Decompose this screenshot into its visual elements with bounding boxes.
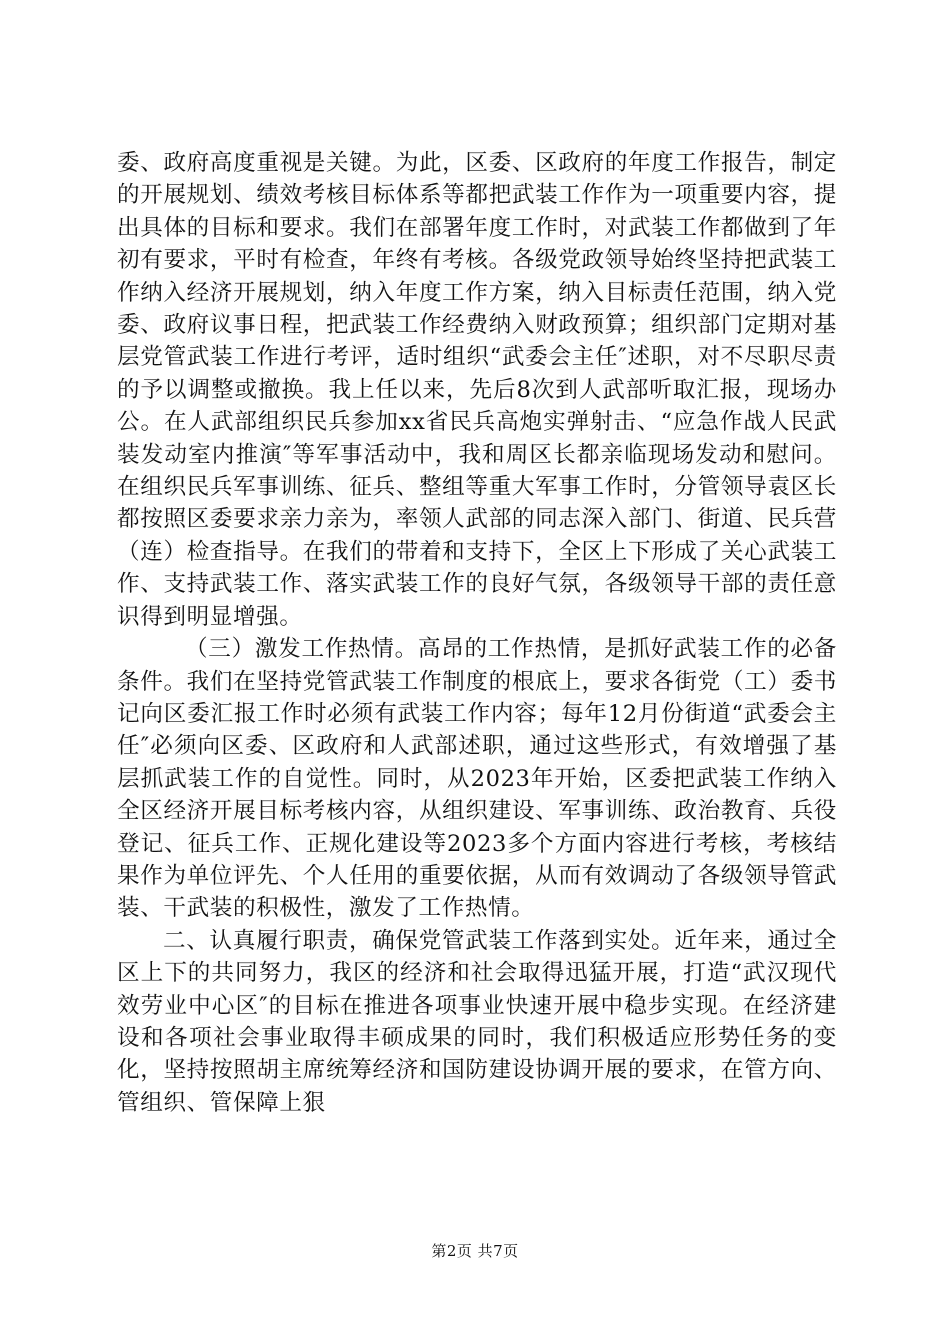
paragraph-section-two: 二、认真履行职责，确保党管武装工作落到实处。近年来，通过全区上下的共同努力，我区的经济和社会取得迅猛开展，打造“武汉现代效劳业中心区″的目标在推进各项事业快速开展中稳步实现。在经济建设和各项社会事业取得丰硕成果的同时，我们积极适应形势任务的变化，坚持按照胡主席统筹经济和国防建设协调开展的要求，在管方向、管组织、管保障上狠 — [117, 927, 837, 1116]
page-number-footer: 第2页 共7页 — [431, 1242, 519, 1260]
document-body — [117, 147, 837, 1119]
paragraph-section-three: （三）激发工作热情。高昂的工作热情，是抓好武装工作的必备条件。我们在坚持党管武装工作制度的根底上，要求各街党（工）委书记向区委汇报工作时必须有武装工作内容；每年12月份街道“武委会主任″必须向区委、区政府和人武部述职，通过这些形式，有效增强了基层抓武装工作的自觉性。同时，从2023年开始，区委把武装工作纳入全区经济开展目标考核内容，从组织建设、军事训练、政治教育、兵役登记、征兵工作、正规化建设等2023多个方面内容进行考核，考核结果作为单位评先、个人任用的重要依据，从而有效调动了各级领导管武装、干武装的积极性，激发了工作热情。 — [117, 636, 837, 922]
paragraph-continued: 委、政府高度重视是关键。为此，区委、区政府的年度工作报告，制定的开展规划、绩效考核目标体系等都把武装工作作为一项重要内容，提出具体的目标和要求。我们在部署年度工作时，对武装工作都做到了年初有要求，平时有检查，年终有考核。各级党政领导始终坚持把武装工作纳入经济开展规划，纳入年度工作方案，纳入目标责任范围，纳入党委、政府议事日程，把武装工作经费纳入财政预算；组织部门定期对基层党管武装工作进行考评，适时组织“武委会主任″述职，对不尽职尽责的予以调整或撤换。我上任以来，先后8次到人武部听取汇报，现场办公。在人武部组织民兵参加xx省民兵高炮实弹射击、“应急作战人民武装发动室内推演″等军事活动中，我和周区长都亲临现场发动和慰问。在组织民兵军事训练、征兵、整组等重大军事工作时，分管领导袁区长都按照区委要求亲力亲为，率领人武部的同志深入部门、街道、民兵营（连）检查指导。在我们的带着和支持下，全区上下形成了关心武装工作、支持武装工作、落实武装工作的良好气氛，各级领导干部的责任意识得到明显增强。 — [117, 150, 837, 630]
